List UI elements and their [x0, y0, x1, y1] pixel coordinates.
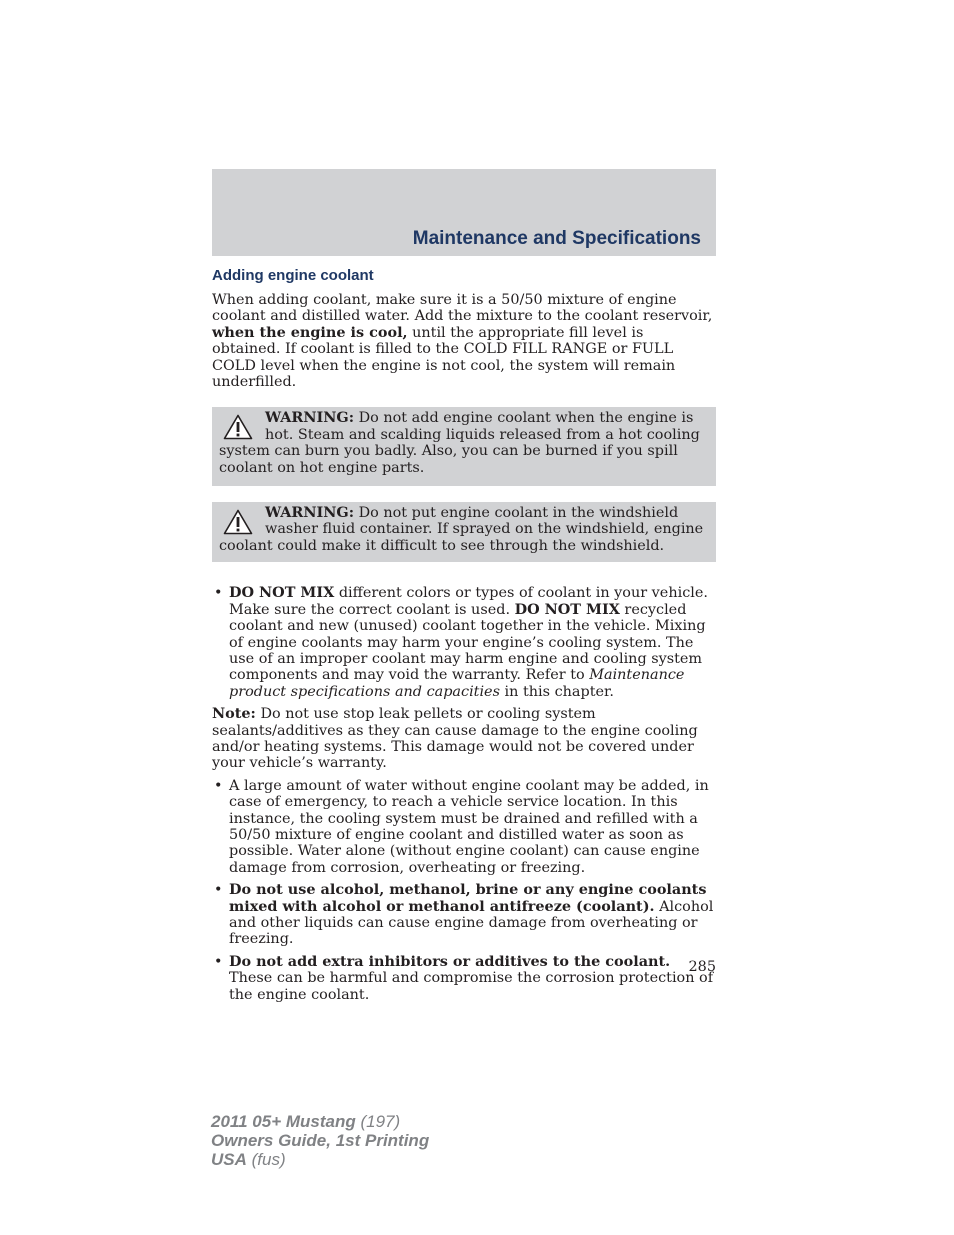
- intro-text-1: When adding coolant, make sure it is a 50/50 mixture of engine coolant and distilled water. Add the mixture to the coolant reservoir,: [212, 292, 713, 325]
- warning-text-2: Do not put engine coolant in the windshield washer fluid container. If sprayed on the windshield, engine coolant could make it difficult to see through the windshield.: [219, 505, 704, 554]
- intro-paragraph: [212, 292, 716, 390]
- note-label: Note:: [212, 705, 256, 723]
- warning-box-1: [212, 407, 716, 486]
- bullet-list-2: [212, 778, 716, 1003]
- footer-model: 2011 05+ Mustang: [211, 1112, 356, 1131]
- footer-region-code: (fus): [246, 1150, 286, 1169]
- intro-text-2: until the appropriate fill level is obtained. If coolant is filled to the COLD FILL RANGE or FULL COLD level when the engine is not cool, the system will remain underfilled.: [212, 324, 676, 391]
- bullet-glyph: •: [214, 953, 223, 970]
- list-item: [212, 954, 716, 1003]
- intro-bold: when the engine is cool,: [212, 323, 408, 341]
- bullet1-text-3: in this chapter.: [499, 683, 614, 700]
- footer-line-3: [211, 1150, 429, 1169]
- warning-box-2: [212, 502, 716, 562]
- warning-text-1: Do not add engine coolant when the engine is hot. Steam and scalding liquids released from a hot cooling system can burn you badly. Also, you can be burned if you spill coolant on hot engine parts.: [219, 410, 700, 476]
- bullet-text: Alcohol and other liquids can cause engine damage from overheating or freezing.: [229, 898, 714, 948]
- warning-triangle-icon: [223, 509, 253, 535]
- footer-line-2: [211, 1131, 429, 1150]
- footer-model-code: (197): [355, 1112, 401, 1131]
- bullet-text: These can be harmful and compromise the corrosion protection of the engine coolant.: [229, 970, 714, 1003]
- bullet-text: A large amount of water without engine coolant may be added, in case of emergency, to reach a vehicle service location. In this instance, the cooling system must be drained and refilled with a 50/50 mixture of engine coolant and distilled water as soon as possible. Water alone (without engine coolant) can cause engine damage from corrosion, overheating or freezing.: [229, 777, 709, 876]
- list-item: [212, 585, 716, 700]
- bullet-glyph: •: [214, 777, 223, 794]
- footer: [211, 1112, 429, 1169]
- bullet-bold: Do not use alcohol, methanol, brine or any engine coolants mixed with alcohol or methanol antifreeze (coolant).: [229, 881, 707, 915]
- bullet1-text-2: recycled coolant and new (unused) coolant together in the vehicle. Mixing of engine coolants may harm your engine’s cooling system. The use of an improper coolant may harm engine and cooling system components and may void the warranty. Refer to: [229, 601, 706, 684]
- main-content: [212, 266, 716, 1003]
- note-paragraph: [212, 706, 716, 772]
- bullet-glyph: •: [214, 882, 223, 899]
- bullet-list-1: [212, 585, 716, 700]
- section-heading: Adding engine coolant: [212, 267, 374, 284]
- warning-triangle-icon: [223, 414, 253, 440]
- bullet1-text-1: different colors or types of coolant in your vehicle. Make sure the correct coolant is used.: [229, 585, 708, 618]
- warning-label-1: WARNING:: [265, 409, 355, 427]
- page-title: Maintenance and Specifications: [412, 228, 701, 249]
- note-text: Do not use stop leak pellets or cooling system sealants/additives as they can cause damage to the engine cooling and/or heating systems. This damage would not be covered under your vehicle’s warranty.: [212, 706, 698, 772]
- list-item: [212, 882, 716, 948]
- list-item: [212, 778, 716, 876]
- bullet1-italic: Maintenance product specifications and capacities: [229, 667, 685, 700]
- bullet-glyph: •: [214, 585, 223, 602]
- footer-line-1: [211, 1112, 429, 1131]
- bullet-bold: Do not add extra inhibitors or additives to the coolant.: [229, 952, 671, 970]
- page-number: 285: [688, 959, 716, 975]
- warning-label-2: WARNING:: [265, 504, 355, 522]
- header-band: [212, 169, 716, 256]
- footer-guide: Owners Guide, 1st Printing: [211, 1131, 430, 1150]
- bullet1-bold-2: DO NOT MIX: [514, 600, 620, 618]
- bullet1-bold-1: DO NOT MIX: [229, 584, 335, 602]
- footer-region: USA: [211, 1150, 247, 1169]
